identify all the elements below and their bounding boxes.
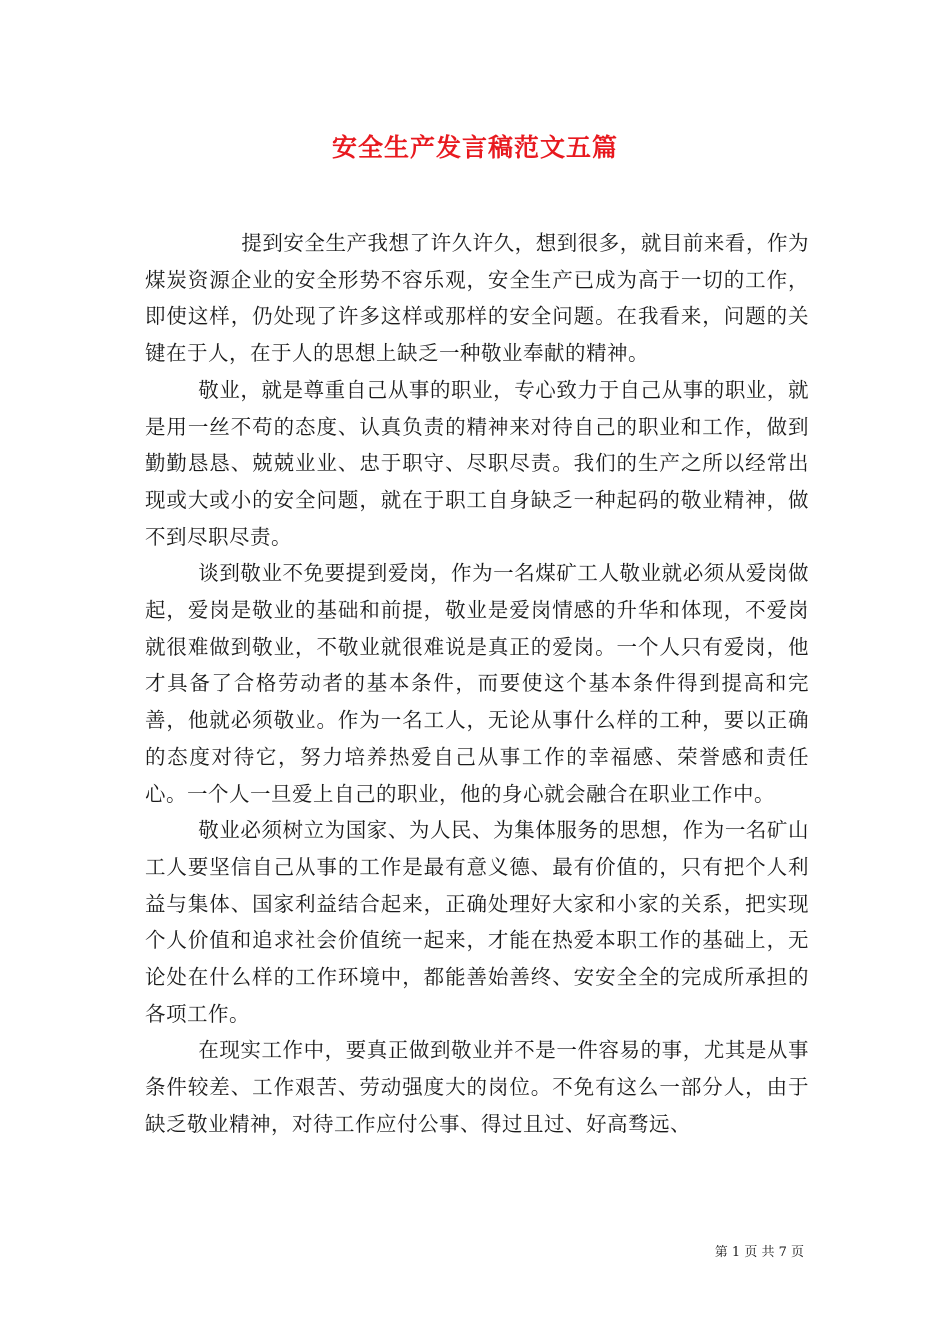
document-title: 安全生产发言稿范文五篇 (331, 133, 618, 162)
paragraph-2: 敬业，就是尊重自己从事的职业，专心致力于自己从事的职业，就是用一丝不苟的态度、认真负责的精神来对待自己的职业和工作，做到勤勤恳恳、兢兢业业、忠于职守、尽职尽责。我们的生产之所以经常出现或大或小的安全问题，就在于职工自身缺乏一种起码的敬业精神，做不到尽职尽责。 (145, 377, 809, 549)
paragraph-1: 提到安全生产我想了许久许久，想到很多，就目前来看，作为煤炭资源企业的安全形势不容乐观，安全生产已成为高于一切的工作，即使这样，仍处现了许多这样或那样的安全问题。在我看来，问题的关键在于人，在于人的思想上缺乏一种敬业奉献的精神。 (145, 231, 809, 366)
page-number-footer: 第 1 页 共 7 页 (714, 1245, 804, 1260)
paragraph-3: 谈到敬业不免要提到爱岗，作为一名煤矿工人敬业就必须从爱岗做起，爱岗是敬业的基础和前提，敬业是爱岗情感的升华和体现，不爱岗就很难做到敬业，不敬业就很难说是真正的爱岗。一个人只有爱岗，他才具备了合格劳动者的基本条件，而要使这个基本条件得到提高和完善，他就必须敬业。作为一名工人，无论从事什么样的工种，要以正确的态度对待它，努力培养热爱自己从事工作的幸福感、荣誉感和责任心。一个人一旦爱上自己的职业，他的身心就会融合在职业工作中。 (145, 561, 809, 806)
paragraph-4: 敬业必须树立为国家、为人民、为集体服务的思想，作为一名矿山工人要坚信自己从事的工作是最有意义德、最有价值的，只有把个人利益与集体、国家利益结合起来，正确处理好大家和小家的关系，把实现个人价值和追求社会价值统一起来，才能在热爱本职工作的基础上，无论处在什么样的工作环境中，都能善始善终、安安全全的完成所承担的各项工作。 (145, 818, 809, 1026)
paragraph-5: 在现实工作中，要真正做到敬业并不是一件容易的事，尤其是从事条件较差、工作艰苦、劳动强度大的岗位。不免有这么一部分人，由于缺乏敬业精神，对待工作应付公事、得过且过、好高骛远、 (145, 1038, 809, 1136)
document-body (145, 225, 809, 1143)
